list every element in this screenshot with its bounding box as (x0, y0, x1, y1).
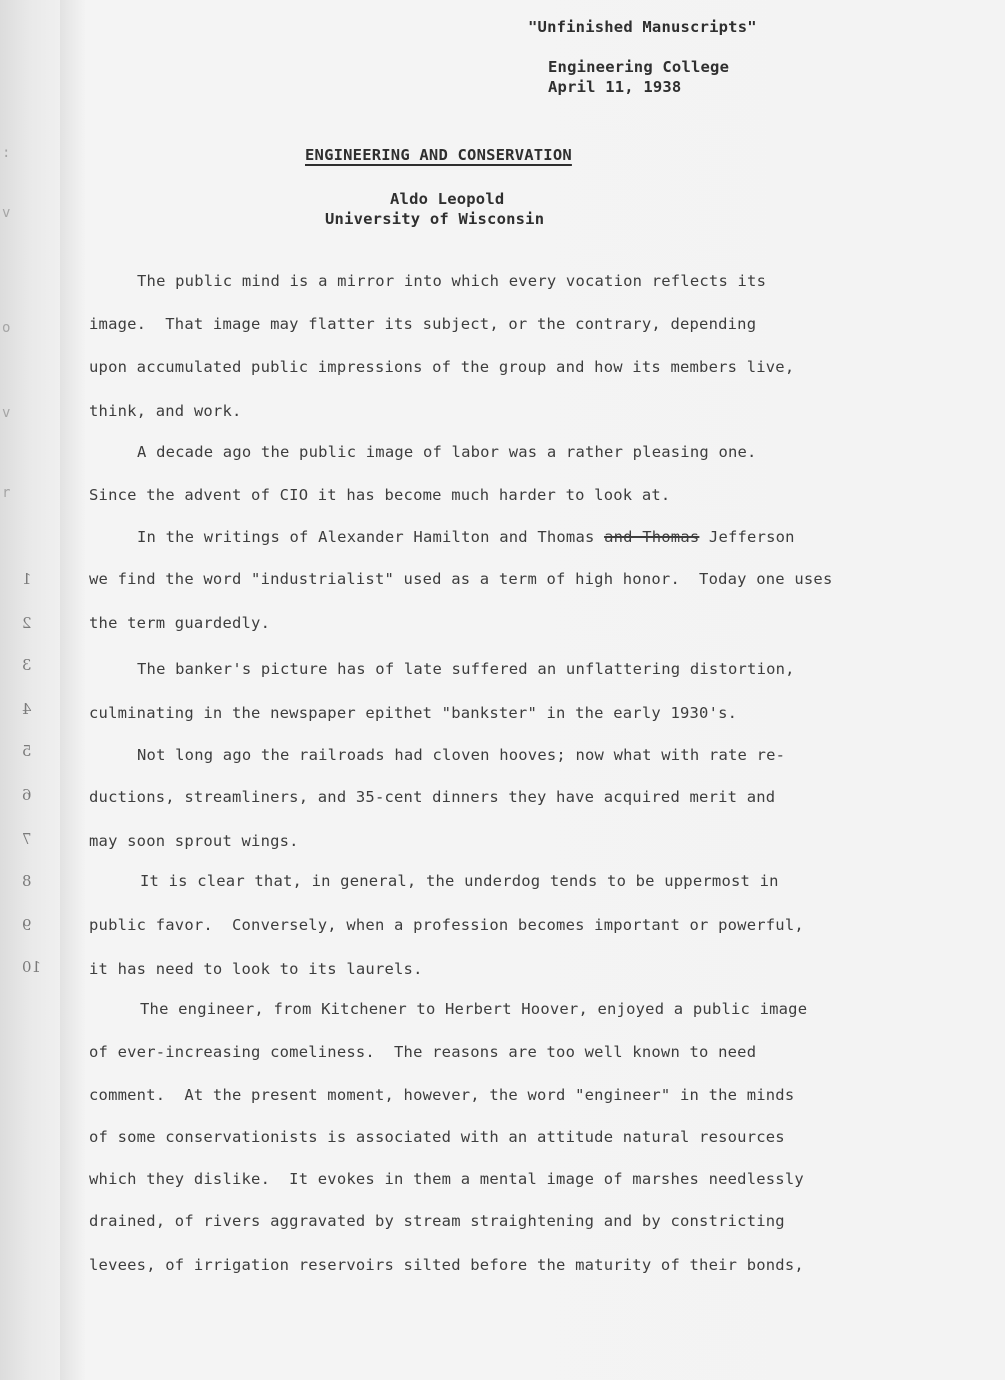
venue-label: Engineering College (548, 58, 730, 76)
body-line: it has need to look to its laurels. (89, 960, 423, 978)
author-affiliation: University of Wisconsin (325, 210, 545, 228)
author-name: Aldo Leopold (390, 190, 505, 208)
body-line-end: Jefferson (699, 528, 795, 546)
body-line: The banker's picture has of late suffered an unflattering distortion, (137, 660, 795, 678)
margin-number: 10 (22, 958, 42, 976)
body-line: we find the word "industrialist" used as a term of high honor. Today one uses (89, 570, 833, 588)
body-line: Since the advent of CIO it has become much harder to look at. (89, 486, 671, 504)
body-line: public favor. Conversely, when a profession becomes important or powerful, (89, 916, 804, 934)
body-line: It is clear that, in general, the underdog tends to be uppermost in (140, 872, 779, 890)
bleed-mark: v (2, 405, 11, 421)
body-line: drained, of rivers aggravated by stream straightening and by constricting (89, 1212, 785, 1230)
margin-number: 6 (22, 786, 32, 804)
struck-text: and Thomas (604, 528, 700, 546)
bleed-mark: : (2, 145, 11, 161)
body-line: of ever-increasing comeliness. The reasons are too well known to need (89, 1043, 757, 1061)
margin-number: 2 (22, 614, 32, 632)
body-line: image. That image may flatter its subject, or the contrary, depending (89, 315, 757, 333)
body-line: may soon sprout wings. (89, 832, 299, 850)
margin-number: 7 (22, 830, 32, 848)
body-line: comment. At the present moment, however, the word "engineer" in the minds (89, 1086, 795, 1104)
series-label: "Unfinished Manuscripts" (528, 18, 757, 36)
margin-number: 8 (22, 872, 32, 890)
margin-number: 4 (22, 700, 32, 718)
bleed-mark: r (2, 485, 11, 501)
body-line: which they dislike. It evokes in them a mental image of marshes needlessly (89, 1170, 804, 1188)
body-line: culminating in the newspaper epithet "bankster" in the early 1930's. (89, 704, 738, 722)
body-line: think, and work. (89, 402, 242, 420)
body-line: Not long ago the railroads had cloven hooves; now what with rate re- (137, 746, 786, 764)
margin-number: 1 (22, 570, 32, 588)
body-line (137, 528, 795, 546)
document-title: ENGINEERING AND CONSERVATION (305, 146, 572, 164)
margin-number: 9 (22, 916, 32, 934)
body-line: upon accumulated public impressions of the group and how its members live, (89, 358, 795, 376)
date-label: April 11, 1938 (548, 78, 682, 96)
margin-number: 5 (22, 742, 32, 760)
margin-number: 3 (22, 656, 32, 674)
body-line: levees, of irrigation reservoirs silted before the maturity of their bonds, (89, 1256, 804, 1274)
body-line: A decade ago the public image of labor was a rather pleasing one. (137, 443, 757, 461)
bleed-mark: o (2, 320, 11, 336)
body-line: The public mind is a mirror into which every vocation reflects its (137, 272, 767, 290)
body-line: of some conservationists is associated with an attitude natural resources (89, 1128, 785, 1146)
body-line: The engineer, from Kitchener to Herbert Hoover, enjoyed a public image (140, 1000, 808, 1018)
bleed-mark: v (2, 205, 11, 221)
body-line: the term guardedly. (89, 614, 271, 632)
body-line: ductions, streamliners, and 35-cent dinners they have acquired merit and (89, 788, 776, 806)
body-line-start: In the writings of Alexander Hamilton and Thomas (137, 528, 605, 546)
binding-shadow (60, 0, 86, 1380)
